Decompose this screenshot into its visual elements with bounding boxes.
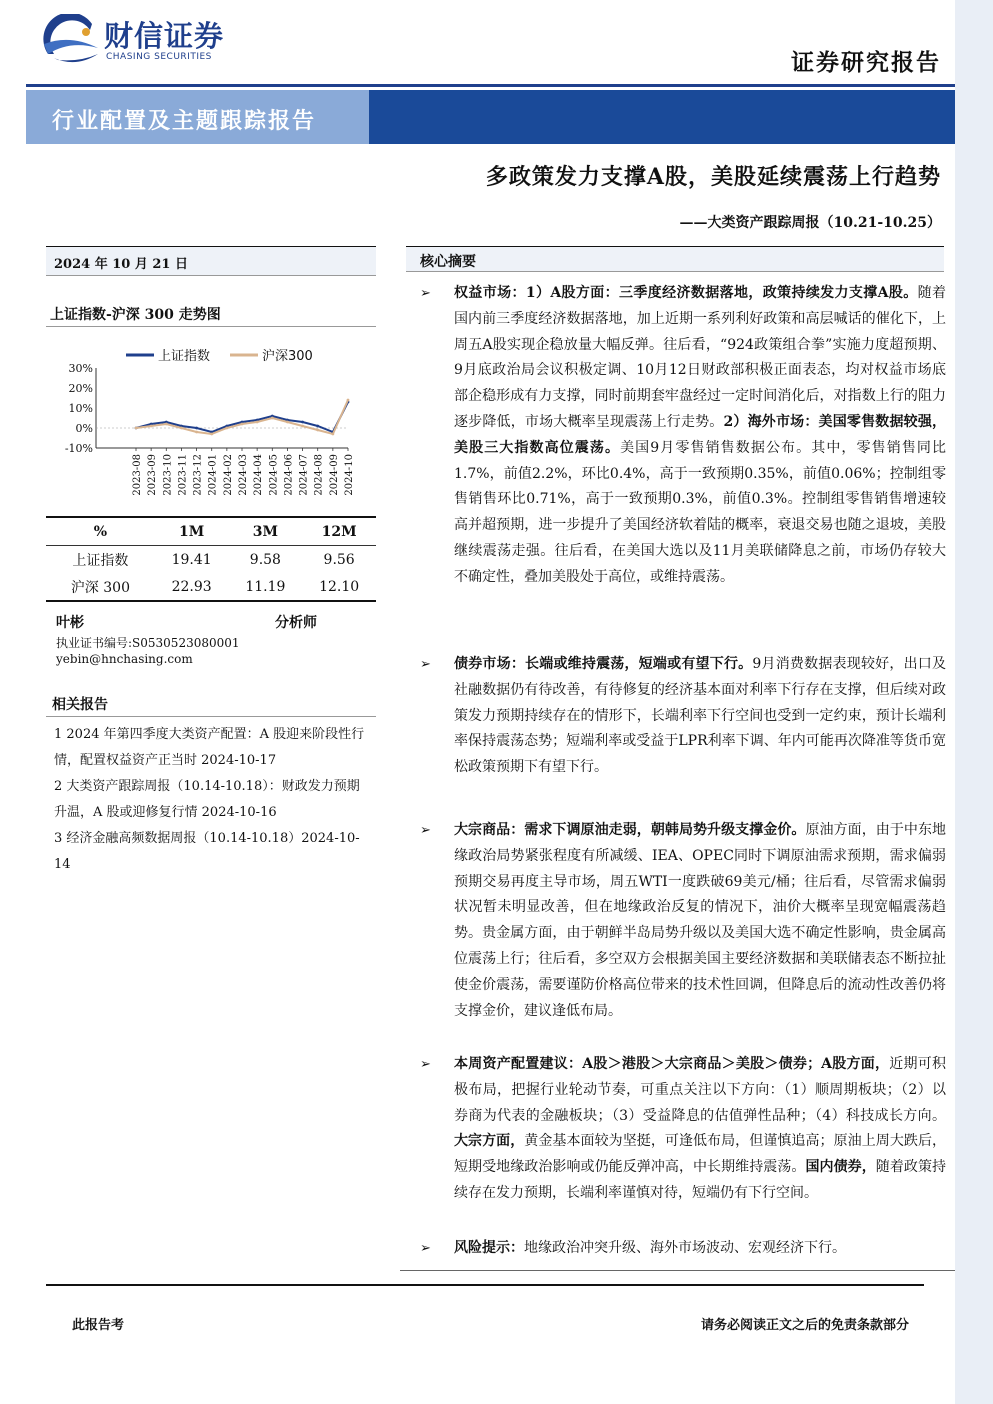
bullet-arrow-icon: ➢ bbox=[420, 1057, 431, 1072]
bullet-text bbox=[454, 652, 946, 781]
summary-bullet bbox=[406, 818, 946, 1024]
series-point bbox=[241, 423, 244, 426]
logo-name: 财信证券 bbox=[104, 19, 225, 53]
author-name: 叶彬 bbox=[56, 615, 84, 631]
x-tick-label: 2024-02 bbox=[222, 454, 234, 496]
summary-bullet bbox=[406, 281, 946, 591]
report-date: 2024 年 10 月 21 日 bbox=[54, 257, 188, 272]
perf-cell: 9.58 bbox=[249, 551, 281, 568]
perf-cell: 9.56 bbox=[323, 551, 355, 568]
x-tick-label: 2023-11 bbox=[177, 454, 189, 496]
bullet-body-text: 随着政策持续存在发力预期，长端利率谨慎对待，短端仍有下行空间。 bbox=[454, 1159, 947, 1201]
series-point bbox=[301, 425, 304, 428]
bullet-arrow-icon: ➢ bbox=[420, 823, 431, 838]
bullet-bold-text: 2）海外市场：美国零售数据较强，美股三大指数高位震荡。 bbox=[454, 413, 946, 456]
side-strip bbox=[955, 0, 993, 1404]
related-item[interactable]: 2 大类资产跟踪周报（10.14-10.18）：财政发力预期升温，A 股或迎修复行情 2024-10-16 bbox=[54, 779, 360, 820]
bullet-body-text: 地缘政治冲突升级、海外市场波动、宏观经济下行。 bbox=[524, 1240, 846, 1256]
footer-left: 此报告考 bbox=[72, 1318, 125, 1333]
series-point bbox=[301, 421, 304, 424]
performance-table bbox=[46, 516, 376, 602]
x-tick-label: 2024-04 bbox=[253, 454, 265, 496]
x-tick-label: 2024-08 bbox=[313, 454, 325, 496]
perf-cell: 12.10 bbox=[302, 573, 376, 601]
summary-bullet bbox=[406, 1236, 946, 1262]
series-line-1 bbox=[136, 402, 348, 432]
bullet-text bbox=[454, 818, 946, 1024]
x-tick-label: 2023-10 bbox=[162, 454, 174, 496]
bullet-body-text: 随着国内前三季度经济数据落地，加上近期一系列利好政策和高层喊话的催化下，上周五A股实现企稳放量大幅反弹。往后看，“924政策组合拳”实施力度超预期、9月底政治局会议积极定调、10月12日财政部积极正面表态，均对权益市场底部企稳形成有力支撑，同时前期套牢盘经过一定时间消化后，对指数上行的阻力逐步降低，市场大概率呈现震荡上行走势。 bbox=[454, 285, 947, 430]
table-row bbox=[46, 573, 376, 601]
bullet-body-text: 近期可积极布局，把握行业轮动节奏，可重点关注以下方向：（1）顺周期板块；（2）以券商为代表的金融板块；（3）受益降息的估值弹性品种；（4）科技成长方向。 bbox=[454, 1056, 947, 1124]
perf-header: % bbox=[46, 517, 155, 546]
summary-heading bbox=[406, 246, 944, 272]
banner-title: 行业配置及主题跟踪报告 bbox=[52, 108, 317, 134]
perf-cell: 上证指数 bbox=[72, 552, 129, 569]
x-tick-label: 2024-05 bbox=[268, 454, 280, 496]
chart-heading bbox=[46, 304, 376, 327]
perf-header: 3M bbox=[229, 517, 303, 546]
related-list bbox=[54, 722, 370, 878]
series-point bbox=[180, 427, 183, 430]
summary-bullet bbox=[406, 1052, 946, 1207]
bullet-bold-text: 大宗商品：需求下调原油走弱，朝韩局势升级支撑金价。 bbox=[454, 822, 806, 838]
y-tick-label: 20% bbox=[68, 382, 93, 395]
logo-english: CHASING SECURITIES bbox=[106, 52, 212, 62]
related-item[interactable]: 3 经济金融高频数据周报（10.14-10.18）2024-10-14 bbox=[54, 831, 360, 872]
x-tick-label: 2024-01 bbox=[207, 454, 219, 496]
doc-type: 证券研究报告 bbox=[791, 49, 941, 76]
table-row bbox=[46, 546, 376, 574]
perf-cell: 19.41 bbox=[171, 551, 212, 568]
summary-title: 核心摘要 bbox=[420, 254, 476, 270]
bullet-body-text: 9月消费数据表现较好，出口及社融数据仍有待改善，有待修复的经济基本面对利率下行存在支撑，但后续对政策发力预期持续存在的情形下，长端利率下行空间也受到一定约束，预计长端利率保持震荡态势；短端利率或受益于LPR利率下调、年内可能再次降准等货币宽松政策预期下有望下行。 bbox=[454, 656, 946, 776]
bullet-text bbox=[454, 1236, 946, 1262]
bullet-arrow-icon: ➢ bbox=[420, 1241, 431, 1256]
x-tick-label: 2023-12 bbox=[192, 454, 204, 496]
perf-cell: 22.93 bbox=[155, 573, 229, 601]
perf-header: 1M bbox=[155, 517, 229, 546]
summary-bullet bbox=[406, 652, 946, 781]
perf-cell: 沪深 300 bbox=[46, 573, 155, 601]
x-tick-label: 2024-09 bbox=[328, 454, 340, 496]
x-tick-label: 2024-10 bbox=[344, 454, 355, 496]
bullet-bold-text: 债券市场：长端或维持震荡，短端或有望下行。 bbox=[454, 656, 753, 672]
perf-header: 12M bbox=[302, 517, 376, 546]
date-bar bbox=[46, 246, 376, 276]
y-tick-label: -10% bbox=[64, 442, 93, 455]
banner-right bbox=[369, 90, 955, 144]
page-subtitle: ——大类资产跟踪周报（10.21-10.25） bbox=[679, 215, 941, 231]
series-point bbox=[256, 421, 259, 424]
bullet-body-text: 原油方面，由于中东地缘政治局势紧张程度有所减缓、IEA、OPEC同时下调原油需求预期，需求偏弱预期交易再度主导市场，周五WTI一度跌破69美元/桶；往后看，尽管需求偏弱状况暂未明显改善，但在地缘政治反复的情况下，油价大概率呈现宽幅震荡趋势。贵金属方面，由于朝鲜半岛局势升级以及美国大选不确定性影响，贵金属高位震荡上行；往后看，多空双方会根据美国主要经济数据和美联储表态不断拉扯使金价震荡，需要谨防价格高位带来的技术性回调，但降息后的流动性改善仍将支撑金价，建议逢低布局。 bbox=[454, 822, 947, 1019]
x-tick-label: 2024-03 bbox=[238, 454, 249, 496]
series-point bbox=[225, 427, 228, 430]
series-point bbox=[286, 421, 289, 424]
bullet-bold-text: 大宗方面， bbox=[454, 1133, 525, 1150]
x-tick-label: 2023-08 bbox=[132, 454, 143, 496]
x-tick-label: 2023-09 bbox=[147, 454, 159, 496]
related-title: 相关报告 bbox=[52, 697, 108, 713]
bullet-body-text: 美国9月零售销售数据公布。其中，零售销售同比1.7%，前值2.2%，环比0.4%，高于一致预期0.35%，前值0.06%；控制组零售销售环比0.71%，高于一致预期0.3%，前值0.3%。控制组零售销售增速较高并超预期，进一步提升了美国经济软着陆的概率，衰退交易也随之退坡，美股继续震荡走强。往后看，在美国大选以及11月美联储降息之前，市场仍存较大不确定性，叠加美股处于高位，或维持震荡。 bbox=[454, 439, 947, 585]
legend-label: 沪深300 bbox=[262, 349, 313, 364]
bullet-arrow-icon: ➢ bbox=[420, 286, 431, 301]
analyst-label: 分析师 bbox=[275, 615, 317, 631]
series-point bbox=[165, 423, 168, 426]
y-tick-label: 30% bbox=[68, 362, 93, 375]
related-item[interactable]: 1 2024 年第四季度大类资产配置：A 股迎来阶段性行情，配置权益资产正当时 2024-10-17 bbox=[54, 727, 365, 768]
legend-label: 上证指数 bbox=[158, 349, 211, 364]
series-point bbox=[316, 429, 319, 432]
series-point bbox=[271, 417, 274, 420]
series-point bbox=[331, 433, 334, 436]
series-point bbox=[210, 433, 213, 436]
series-point bbox=[195, 427, 198, 430]
index-line-chart bbox=[46, 340, 356, 500]
bullet-text bbox=[454, 1052, 946, 1207]
x-tick-label: 2024-06 bbox=[283, 454, 295, 496]
bullet-bold-text: 风险提示： bbox=[454, 1240, 524, 1256]
related-heading bbox=[46, 694, 376, 717]
content-end-rule bbox=[400, 1270, 955, 1271]
bullet-arrow-icon: ➢ bbox=[420, 657, 431, 672]
author-email[interactable]: yebin@hnchasing.com bbox=[56, 652, 193, 666]
page-title: 多政策发力支撑A股，美股延续震荡上行趋势 bbox=[485, 164, 941, 190]
perf-cell: 11.19 bbox=[229, 573, 303, 601]
footer-disclaimer: 请务必阅读正文之后的免责条款部分 bbox=[700, 1318, 909, 1333]
certificate-number: 执业证书编号:S0530523080001 bbox=[56, 636, 240, 650]
series-point bbox=[195, 431, 198, 434]
bullet-text bbox=[454, 281, 946, 591]
series-point bbox=[135, 427, 138, 430]
bullet-bold-text: 本周资产配置建议：A股＞港股＞大宗商品＞美股＞债券；A股方面， bbox=[454, 1056, 890, 1072]
bullet-bold-text: 国内债券， bbox=[805, 1159, 876, 1176]
y-tick-label: 0% bbox=[75, 422, 93, 435]
series-point bbox=[316, 425, 319, 428]
bullet-bold-text: 权益市场：1）A股方面：三季度经济数据落地，政策持续发力支撑A股。 bbox=[454, 285, 918, 301]
series-line-2 bbox=[136, 400, 348, 434]
x-tick-label: 2024-07 bbox=[298, 454, 310, 496]
y-tick-label: 10% bbox=[68, 402, 93, 415]
footer-rule bbox=[46, 1284, 924, 1286]
series-point bbox=[347, 399, 350, 402]
bullet-body-text: 黄金基本面较为坚挺，可逢低布局，但谨慎追高；原油上周大跌后，短期受地缘政治影响或仍能反弹冲高，中长期维持震荡。 bbox=[454, 1133, 947, 1176]
header-rule bbox=[26, 84, 955, 87]
chart-title: 上证指数-沪深 300 走势图 bbox=[50, 307, 221, 323]
series-point bbox=[150, 425, 153, 428]
